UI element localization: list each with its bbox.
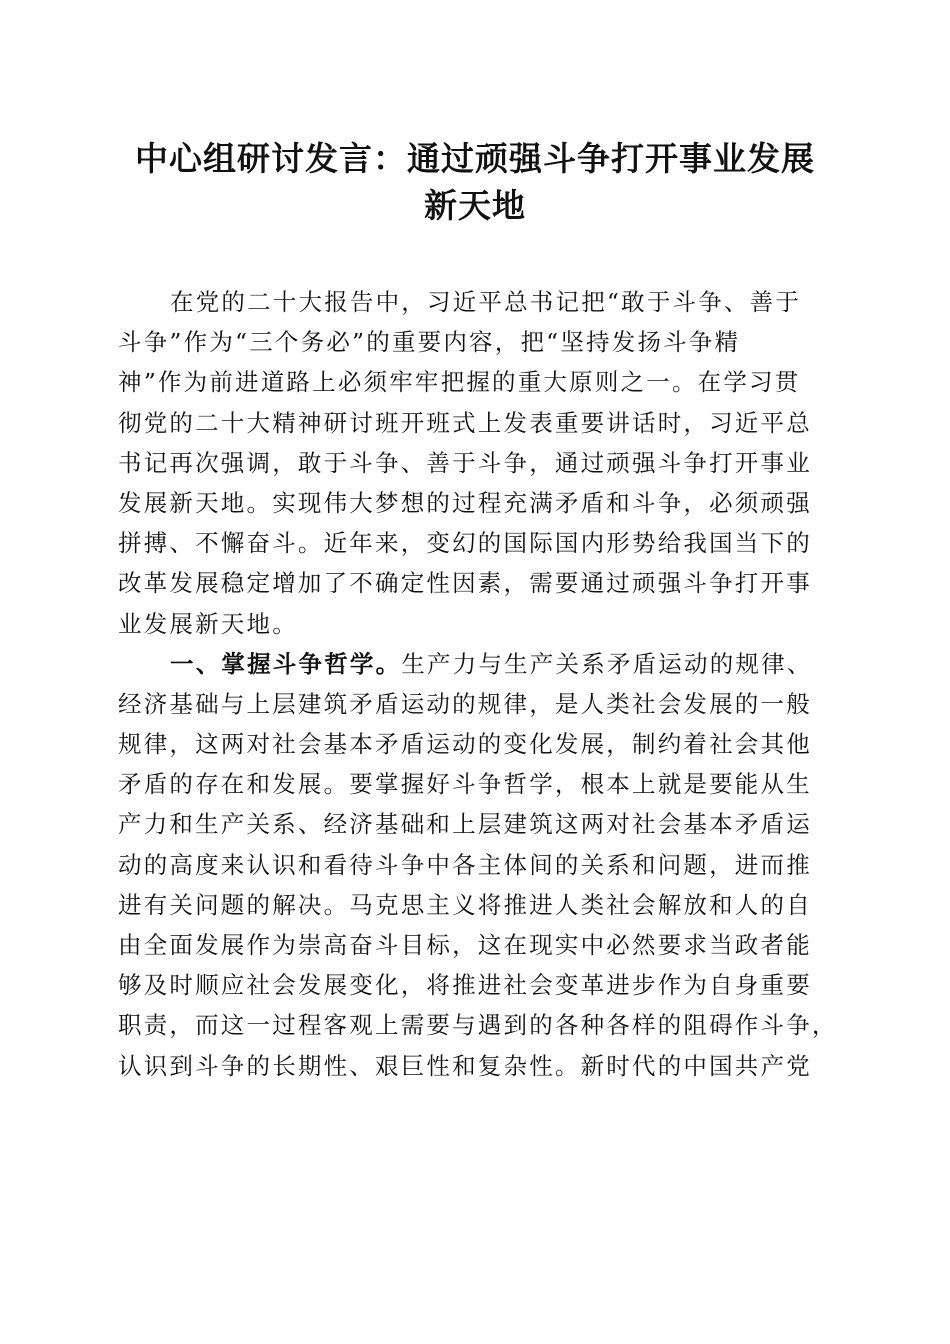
text-line: 在党的二十大报告中，习近平总书记把“敢于斗争、善于 [170,288,802,316]
text-line: 认识到斗争的长期性、艰巨性和复杂性。新时代的中国共产党 [118,1051,812,1080]
document-body [118,282,838,1086]
text-line: 矛盾的存在和发展。要掌握好斗争哲学，根本上就是要能从生 [118,770,812,799]
text-line: 彻党的二十大精神研讨班开班式上发表重要讲话时，习近平总 [118,408,812,437]
section-heading-continuation: 生产力与生产关系矛盾运动的规律、 [401,649,813,678]
text-line: 业发展新天地。 [118,609,298,638]
text-line: 产力和生产关系、经济基础和上层建筑这两对社会基本矛盾运 [118,810,812,839]
text-line: 由全面发展作为崇高奋斗目标，这在现实中必然要求当政者能 [118,931,812,959]
text-line: 改革发展稳定增加了不确定性因素，需要通过顽强斗争打开事 [118,569,812,598]
text-line: 动的高度来认识和看待斗争中各主体间的关系和问题，进而推 [118,850,812,879]
text-line [118,644,828,684]
text-line: 进有关问题的解决。马克思主义将推进人类社会解放和人的自 [118,890,812,919]
text-line: 经济基础与上层建筑矛盾运动的规律，是人类社会发展的一般 [118,689,812,718]
section-heading: 一、掌握斗争哲学。 [170,649,402,678]
text-line: 够及时顺应社会发展变化，将推进社会变革进步作为自身重要 [118,971,812,1000]
text-line: 规律，这两对社会基本矛盾运动的变化发展，制约着社会其他 [118,730,812,759]
text-line: 拼搏、不懈奋斗。近年来，变幻的国际国内形势给我国当下的 [118,529,812,558]
paragraph-section-1 [118,644,838,1086]
paragraph-intro [118,282,828,644]
text-line: 斗争”作为“三个务必”的重要内容，把“坚持发扬斗争精 [118,328,741,357]
document-title [110,135,840,229]
title-line-1: 中心组研讨发言：通过顽强斗争打开事业发展 [135,139,815,178]
text-line: 神”作为前进道路上必须牢牢把握的重大原则之一。在学习贯 [118,368,801,397]
title-line-2: 新天地 [424,186,526,225]
text-line: 职责，而这一过程客观上需要与遇到的各种各样的阻碍作斗争， [118,1011,838,1040]
text-line: 发展新天地。实现伟大梦想的过程充满矛盾和斗争，必须顽强 [118,488,812,517]
text-line: 书记再次强调，敢于斗争、善于斗争，通过顽强斗争打开事业 [118,448,812,477]
